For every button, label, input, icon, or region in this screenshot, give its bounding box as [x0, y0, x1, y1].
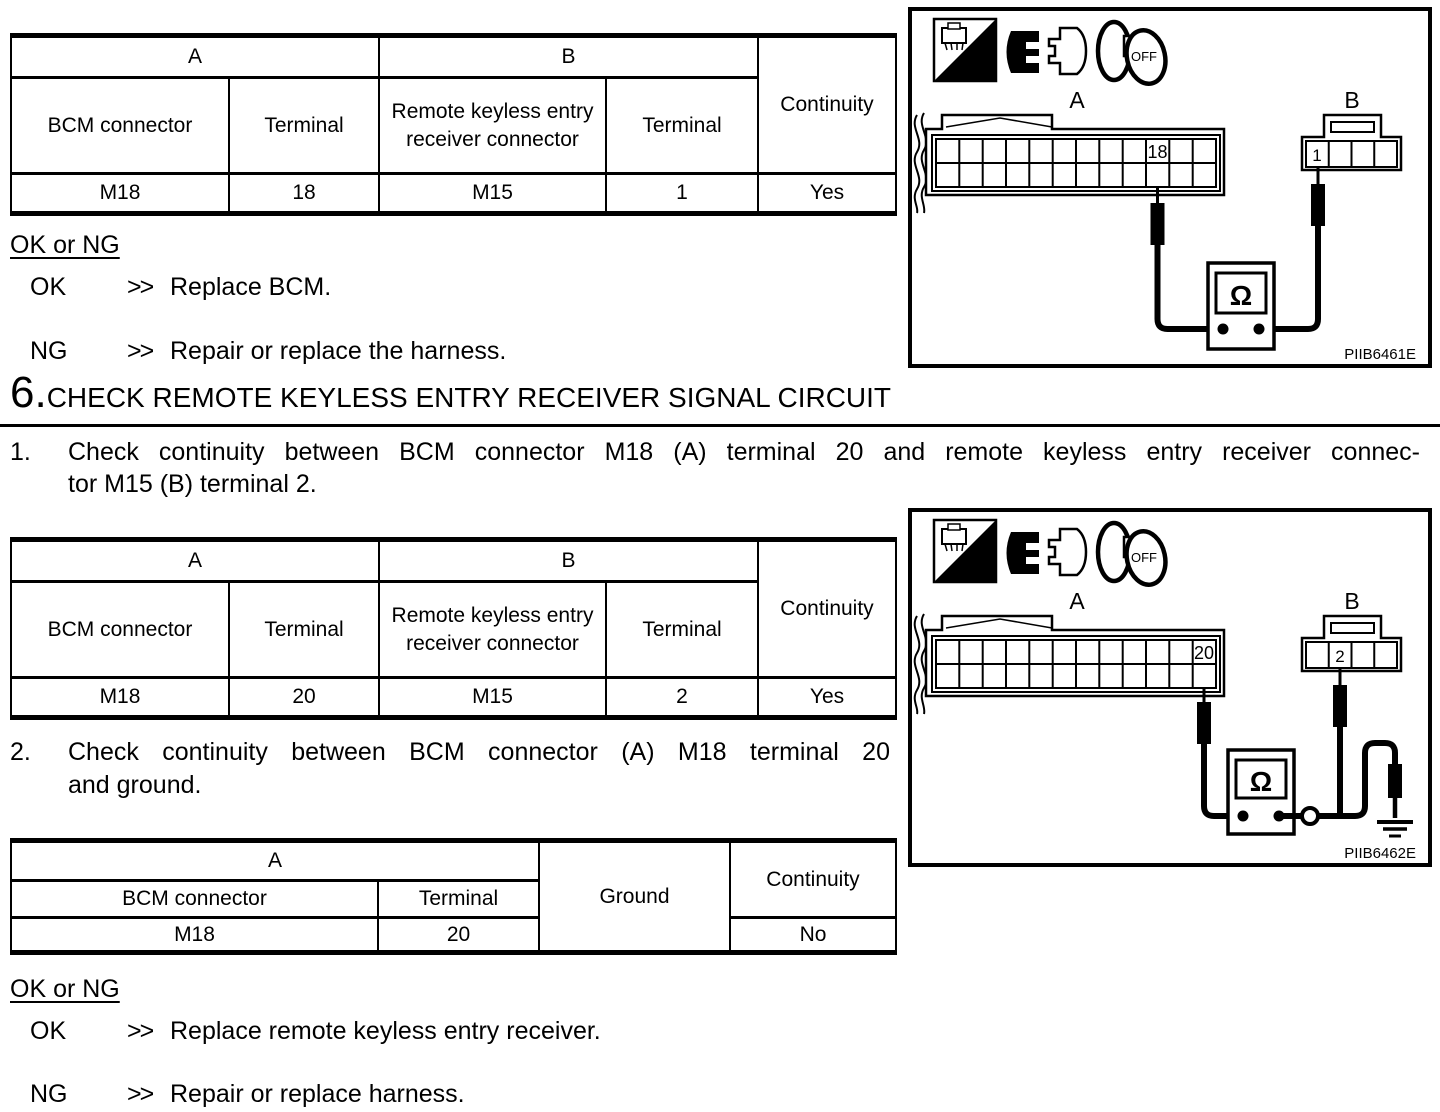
diagram-1 [908, 7, 1432, 368]
th-group-a: A [11, 841, 539, 881]
probe-b [1333, 669, 1347, 816]
ok-action-text: Replace BCM. [170, 273, 332, 301]
ground-continuity-table [10, 838, 897, 955]
ok-result-line-top [0, 273, 900, 303]
continuity-table-1 [10, 33, 897, 216]
connector-a-drawing [915, 87, 1224, 213]
ng-result-line-bottom [0, 1080, 900, 1110]
diagram-2-figure [912, 512, 1428, 863]
result-arrow-icon: >> [127, 337, 153, 365]
ohmmeter [1228, 750, 1294, 834]
connector-a-drawing [915, 588, 1224, 714]
ok-ng-heading-bottom: OK or NG [10, 975, 120, 1003]
continuity-table-2 [10, 537, 897, 720]
section-title: CHECK REMOTE KEYLESS ENTRY RECEIVER SIGNAL CIRCUIT [46, 382, 892, 413]
value-continuity: Yes [758, 174, 896, 214]
th-terminal-b: Terminal [606, 582, 758, 678]
value-bcm-connector: M18 [11, 174, 229, 214]
th-group-a: A [11, 540, 379, 582]
value-bcm-connector: M18 [11, 678, 229, 718]
ohm-symbol: Ω [1249, 766, 1273, 797]
th-terminal-a: Terminal [229, 582, 379, 678]
value-terminal: 20 [378, 918, 539, 953]
th-group-b: B [379, 36, 758, 78]
off-label: OFF [1131, 550, 1157, 565]
terminal-number-a: 18 [1147, 142, 1168, 162]
disconnect-connector-icon [1007, 28, 1087, 74]
hs-label: H.S. [960, 562, 992, 579]
value-terminal-a: 18 [229, 174, 379, 214]
step-text-line-2: and ground. [68, 771, 202, 799]
figure-id-label: PIIB6462E [1344, 845, 1416, 862]
connector-a-label: A [1069, 87, 1085, 113]
value-bcm-connector: M18 [11, 918, 378, 953]
th-terminal: Terminal [378, 881, 539, 918]
th-bcm-connector: BCM connector [11, 582, 229, 678]
ng-label: NG [30, 337, 68, 365]
ok-label: OK [30, 1017, 67, 1045]
th-continuity: Continuity [758, 36, 896, 174]
figure-id-label: PIIB6461E [1344, 346, 1416, 363]
diagram-2 [908, 508, 1432, 867]
junction-circle [1302, 808, 1318, 824]
step-number: 1. [10, 438, 31, 466]
connector-a-label: A [1069, 588, 1085, 614]
ground-branch [1279, 743, 1413, 836]
hs-icon [934, 19, 996, 81]
ok-result-line-bottom [0, 1017, 900, 1047]
hs-label: H.S. [960, 61, 992, 78]
disconnect-connector-icon [1007, 529, 1087, 575]
ok-action-text: Replace remote keyless entry receiver. [170, 1017, 601, 1045]
result-arrow-icon: >> [127, 273, 153, 301]
connector-b-label: B [1344, 588, 1360, 614]
value-continuity: No [730, 918, 896, 953]
connector-b-label: B [1344, 87, 1360, 113]
value-terminal-b: 1 [606, 174, 758, 214]
th-continuity: Continuity [758, 540, 896, 678]
terminal-number-b: 2 [1335, 647, 1345, 666]
value-terminal-a: 20 [229, 678, 379, 718]
ignition-off-icon [1098, 523, 1170, 588]
section-heading [10, 368, 891, 418]
result-arrow-icon: >> [127, 1080, 153, 1108]
section-rule [0, 424, 1440, 427]
th-group-b: B [379, 540, 758, 582]
step-text-line-1: Check continuity between BCM connector (A) M18 terminal 20 [68, 738, 890, 766]
th-receiver-connector: Remote keyless entry receiver connector [379, 582, 606, 678]
step-text-line-1: Check continuity between BCM connector M18 (A) terminal 20 and remote keyless entry receiver connec- [68, 438, 1420, 466]
ng-result-line-top [0, 337, 900, 367]
ng-action-text: Repair or replace harness. [170, 1080, 465, 1108]
th-group-a: A [11, 36, 379, 78]
ground-symbol [1377, 822, 1413, 836]
value-receiver-connector: M15 [379, 174, 606, 214]
th-terminal-a: Terminal [229, 78, 379, 174]
th-continuity: Continuity [730, 841, 896, 918]
ignition-off-icon [1098, 22, 1170, 87]
terminal-number-b: 1 [1312, 146, 1322, 165]
ok-label: OK [30, 273, 67, 301]
ng-label: NG [30, 1080, 68, 1108]
ng-action-text: Repair or replace the harness. [170, 337, 507, 365]
th-terminal-b: Terminal [606, 78, 758, 174]
terminal-number-a: 20 [1193, 643, 1215, 663]
harness-wave [915, 616, 920, 714]
off-label: OFF [1131, 49, 1157, 64]
th-ground: Ground [539, 841, 730, 953]
diagram-1-figure [912, 11, 1428, 364]
value-receiver-connector: M15 [379, 678, 606, 718]
hs-icon [934, 520, 996, 582]
connector-b-drawing [1302, 588, 1401, 671]
section-number: 6. [10, 368, 47, 417]
th-bcm-connector: BCM connector [11, 78, 229, 174]
ok-ng-heading-top: OK or NG [10, 231, 120, 259]
step-text-line-2: tor M15 (B) terminal 2. [68, 470, 317, 498]
result-arrow-icon: >> [127, 1017, 153, 1045]
value-terminal-b: 2 [606, 678, 758, 718]
ohm-symbol: Ω [1229, 280, 1253, 311]
harness-wave [915, 115, 920, 213]
connector-b-drawing [1302, 87, 1401, 170]
th-receiver-connector: Remote keyless entry receiver connector [379, 78, 606, 174]
value-continuity: Yes [758, 678, 896, 718]
step-number: 2. [10, 738, 31, 766]
ohmmeter [1208, 263, 1274, 349]
th-bcm-connector: BCM connector [11, 881, 378, 918]
